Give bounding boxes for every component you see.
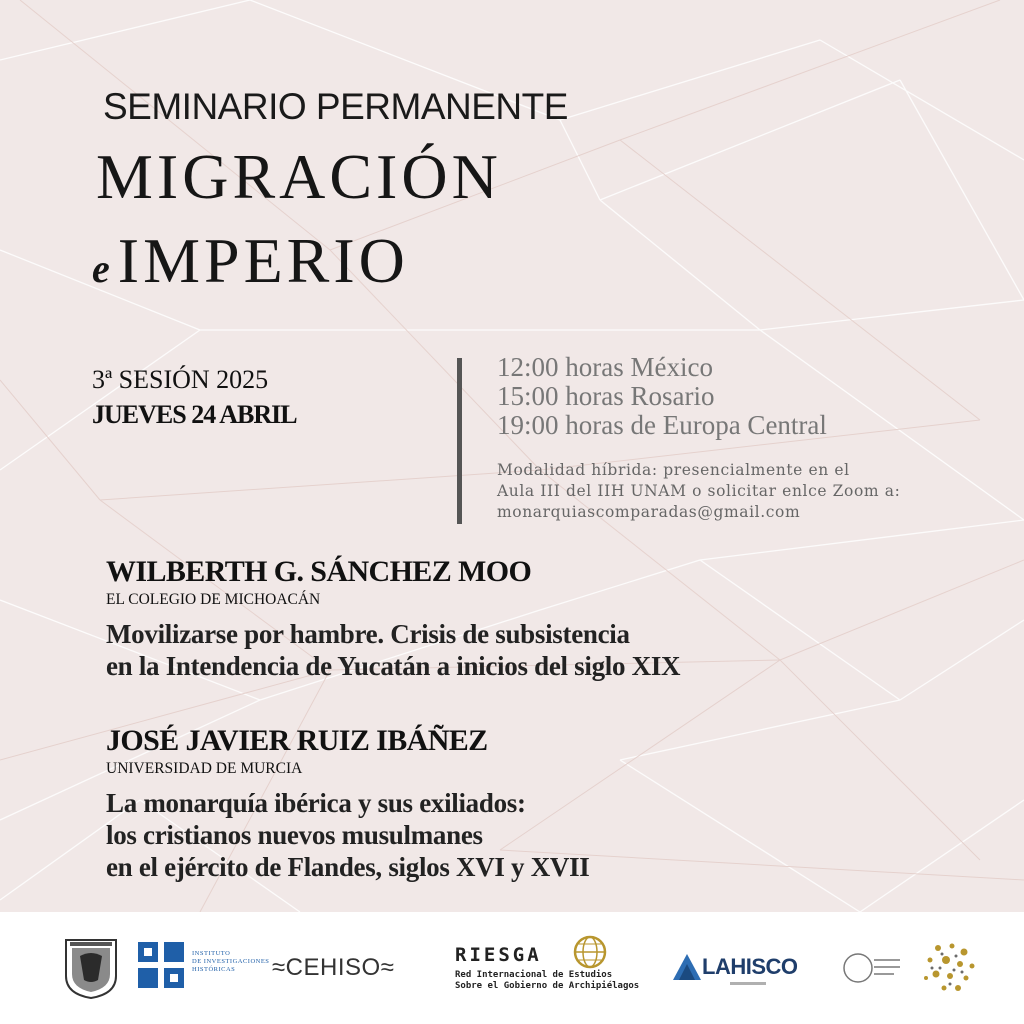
- time-mexico: 12:00 horas México: [497, 352, 713, 382]
- title-imperio: IMPERIO: [117, 225, 409, 296]
- lahisco-logo: LAHISCO: [702, 954, 798, 979]
- speaker-1-talk: [106, 618, 680, 682]
- talk-line: Movilizarse por hambre. Crisis de subsistencia: [106, 619, 630, 649]
- logo-footer: [0, 912, 1024, 1024]
- seminar-kicker: SEMINARIO PERMANENTE: [103, 86, 568, 127]
- modality-line: Modalidad híbrida: presencialmente en el: [497, 461, 850, 479]
- talk-line: La monarquía ibérica y sus exiliados:: [106, 788, 526, 818]
- modality-info: [497, 460, 900, 523]
- title-imperio-line: [92, 224, 409, 298]
- unam-seal-icon: [62, 936, 120, 1005]
- talk-line: en la Intendencia de Yucatán a inicios del siglo XIX: [106, 651, 681, 681]
- title-connector: e: [92, 246, 110, 291]
- time-europe: 19:00 horas de Europa Central: [497, 410, 827, 440]
- talk-line: los cristianos nuevos musulmanes: [106, 820, 483, 850]
- modality-line: Aula III del IIH UNAM o solicitar enlce Zoom a:: [497, 482, 901, 500]
- speaker-1-name: WILBERTH G. SÁNCHEZ MOO: [106, 555, 532, 588]
- lahisco-underline: [730, 982, 766, 985]
- riesga-logo-title: RIESGA: [455, 944, 542, 966]
- seminar-dots-icon: [918, 938, 982, 1003]
- talk-line: en el ejército de Flandes, siglos XVI y XVII: [106, 852, 590, 882]
- session-date: JUEVES 24 ABRIL: [92, 400, 297, 429]
- cehiso-logo: ≈CEHISO≈: [272, 954, 395, 981]
- riesga-globe-icon: [572, 934, 608, 975]
- speaker-2-name: JOSÉ JAVIER RUIZ IBÁÑEZ: [106, 724, 488, 757]
- speaker-1-institution: EL COLEGIO DE MICHOACÁN: [106, 591, 321, 608]
- speaker-2-institution: UNIVERSIDAD DE MURCIA: [106, 760, 303, 777]
- session-number: 3ª SESIÓN 2025: [92, 365, 269, 394]
- speaker-2-talk: [106, 787, 590, 883]
- schedule-times: [497, 353, 827, 440]
- contact-email: monarquiascomparadas@gmail.com: [497, 503, 801, 521]
- lahisco-triangle-icon: [672, 952, 702, 987]
- iih-logo-text: INSTITUTO DE INVESTIGACIONES HISTÓRICAS: [192, 950, 270, 973]
- riesga-logo-subtitle: Red Internacional de Estudios Sobre el Gobierno de Archipiélagos: [455, 970, 640, 991]
- title-migracion: MIGRACIÓN: [96, 141, 502, 212]
- vertical-divider: [457, 358, 462, 524]
- iih-logo-icon: [138, 942, 186, 993]
- seminar-logo-icon: [842, 950, 902, 991]
- time-rosario: 15:00 horas Rosario: [497, 381, 715, 411]
